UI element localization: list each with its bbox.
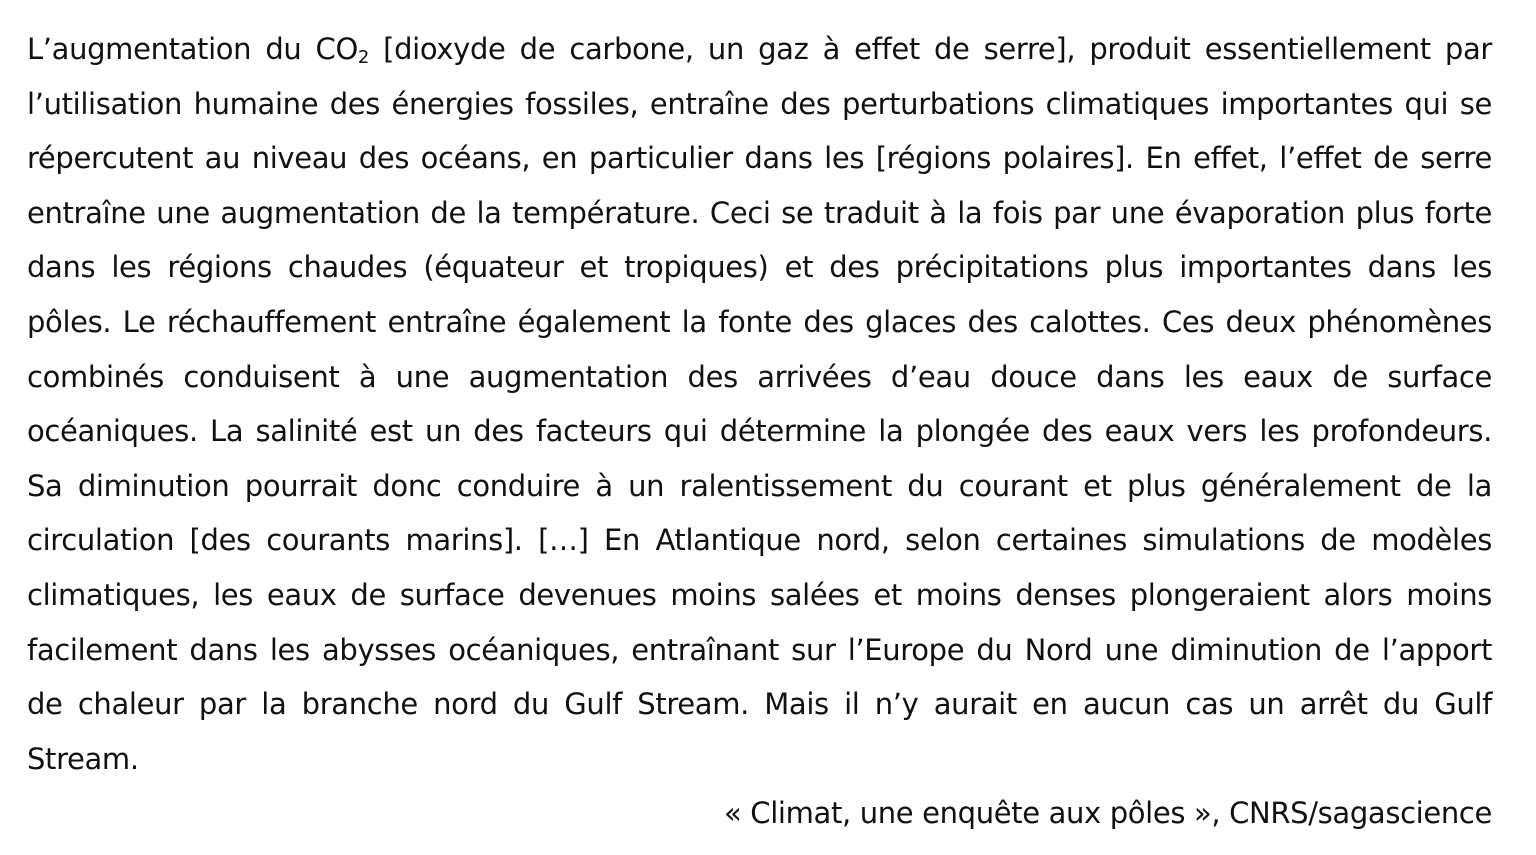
passage-paragraph [27, 22, 1492, 786]
passage-text-rest: [dioxyde de carbone, un gaz à effet de serre], produit essentiellement par l’utilisation humaine des énergies fossiles, entraîne des perturbations climatiques importantes qui se répercutent au niveau des océans, en particulier dans les [régions polaires]. En effet, l’effet de serre entraîne une augmentation de la température. Ceci se traduit à la fois par une évaporation plus forte dans les régions chaudes (équateur et tropiques) et des précipitations plus importantes dans les pôles. Le réchauffement entraîne également la fonte des glaces des calottes. Ces deux phénomènes combinés conduisent à une augmentation des arrivées d’eau douce dans les eaux de surface océaniques. La salinité est un des facteurs qui détermine la plongée des eaux vers les profondeurs. Sa diminution pourrait donc conduire à un ralentissement du courant et plus généralement de la circulation [des courants marins]. […] En Atlantique nord, selon certaines simulations de modèles climatiques, les eaux de surface devenues moins salées et moins denses plongeraient alors moins facilement dans les abysses océaniques, entraînant sur l’Europe du Nord une diminution de l’apport de chaleur par la branche nord du Gulf Stream. Mais il n’y aurait en aucun cas un arrêt du Gulf Stream. [27, 32, 1492, 776]
passage-text-start: L’augmentation du CO [27, 32, 358, 66]
co2-subscript: 2 [357, 46, 370, 68]
source-citation: « Climat, une enquête aux pôles », CNRS/sagascience [724, 796, 1492, 831]
